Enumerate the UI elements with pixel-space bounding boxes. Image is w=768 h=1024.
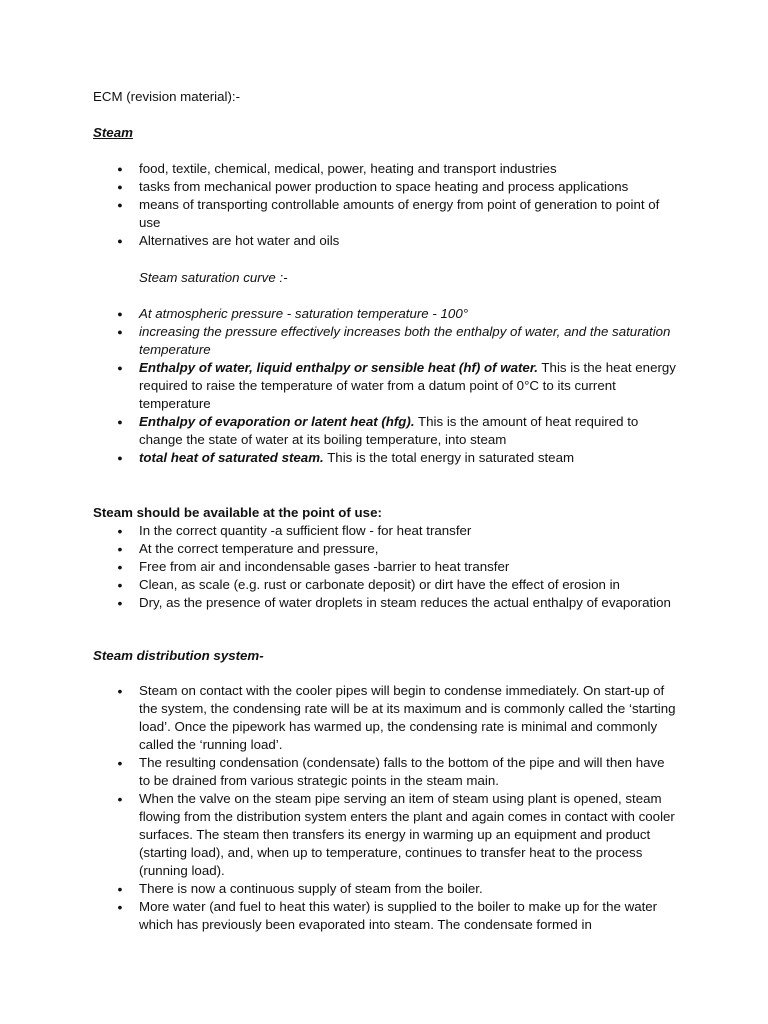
list-item: • The resulting condensation (condensate) falls to the bottom of the pipe and will then have to be drained from various strategic points in the steam main.	[0, 754, 679, 790]
distribution-list	[0, 682, 768, 934]
point-of-use-list	[0, 522, 768, 612]
list-item: ● Alternatives are hot water and oils	[0, 232, 679, 250]
bullet-icon	[114, 305, 126, 324]
list-item: • When the valve on the steam pipe serving an item of steam using plant is opened, steam flowing from the distribution system enters the plant and again comes in contact with cooler surfaces. The steam then transfers its energy in warming up an equipment and product (starting load), and, when up to temperature, continues to transfer heat to the process (running load).	[0, 790, 679, 880]
list-item: ● Enthalpy of evaporation or latent heat (hfg). This is the amount of heat required to change the state of water at its boiling temperature, into steam	[0, 413, 679, 449]
bullet-icon	[114, 594, 126, 613]
bullet-icon	[114, 232, 126, 251]
list-item: ● means of transporting controllable amounts of energy from point of generation to point of use	[0, 196, 679, 232]
list-item: ● Enthalpy of water, liquid enthalpy or sensible heat (hf) of water. This is the heat energy required to raise the temperature of water from a datum point of 0°C to its current temperature	[0, 359, 679, 413]
list-item: ● food, textile, chemical, medical, power, heating and transport industries	[0, 160, 679, 178]
list-item: • At the correct temperature and pressure,	[0, 540, 679, 558]
list-item: ● tasks from mechanical power production to space heating and process applications	[0, 178, 679, 196]
bullet-icon	[114, 178, 126, 197]
bullet-icon	[114, 323, 126, 342]
bullet-icon	[114, 880, 126, 899]
bullet-icon	[114, 790, 126, 809]
point-of-use-heading: Steam should be available at the point of use:	[93, 505, 382, 520]
list-item: • There is now a continuous supply of steam from the boiler.	[0, 880, 679, 898]
bullet-icon	[114, 522, 126, 541]
list-item: • Clean, as scale (e.g. rust or carbonate deposit) or dirt have the effect of erosion in	[0, 576, 679, 594]
bullet-icon	[114, 160, 126, 179]
bullet-icon	[114, 359, 126, 378]
document-title: ECM (revision material):-	[93, 89, 241, 104]
steam-uses-list	[0, 160, 768, 250]
list-item: • In the correct quantity -a sufficient flow - for heat transfer	[0, 522, 679, 540]
steam-heading: Steam	[93, 125, 133, 140]
bullet-icon	[114, 576, 126, 595]
bullet-icon	[114, 196, 126, 215]
list-item: ● At atmospheric pressure - saturation temperature - 100°	[0, 305, 679, 323]
bullet-icon	[114, 754, 126, 773]
bullet-icon	[114, 540, 126, 559]
list-item: • Dry, as the presence of water droplets in steam reduces the actual enthalpy of evaporation	[0, 594, 679, 612]
bullet-icon	[114, 898, 126, 917]
list-item: ● total heat of saturated steam. This is the total energy in saturated steam	[0, 449, 679, 467]
distribution-heading: Steam distribution system-	[93, 648, 264, 663]
saturation-points-list	[0, 305, 768, 467]
saturation-curve-heading: Steam saturation curve :-	[139, 270, 288, 285]
list-item: ● increasing the pressure effectively increases both the enthalpy of water, and the saturation temperature	[0, 323, 679, 359]
list-item: • More water (and fuel to heat this water) is supplied to the boiler to make up for the water which has previously been evaporated into steam. The condensate formed in	[0, 898, 679, 934]
bullet-icon	[114, 558, 126, 577]
list-item: • Free from air and incondensable gases -barrier to heat transfer	[0, 558, 679, 576]
bullet-icon	[114, 682, 126, 701]
list-item: • Steam on contact with the cooler pipes will begin to condense immediately. On start-up of the system, the condensing rate will be at its maximum and is commonly called the ‘starting load’. Once the pipework has warmed up, the condensing rate is minimal and commonly called the ‘running load’.	[0, 682, 679, 754]
bullet-icon	[114, 449, 126, 468]
bullet-icon	[114, 413, 126, 432]
